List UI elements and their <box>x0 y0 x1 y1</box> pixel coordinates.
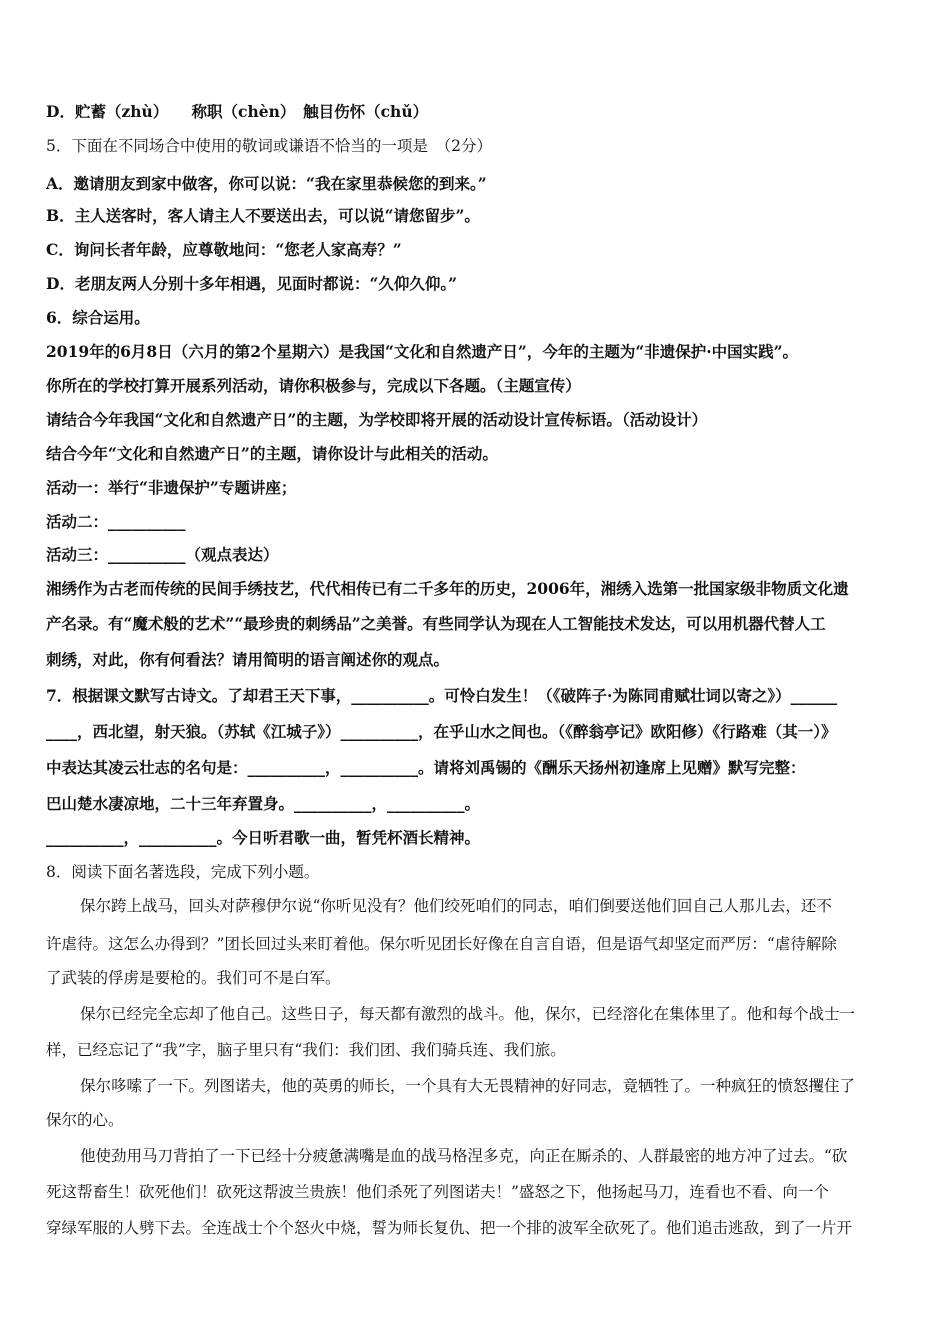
q5-option-b: B．主人送客时，客人请主人不要送出去，可以说“请您留步”。 <box>46 206 480 225</box>
q6-activity-2: 活动二：__________ <box>46 512 186 531</box>
q5-stem: 5．下面在不同场合中使用的敬词或谦语不恰当的一项是 （2分） <box>46 137 492 155</box>
q6-line: 2019年的6月8日（六月的第2个星期六）是我国“文化和自然遗产日”，今年的主题为“非遗保护·中国实践”。 <box>46 342 799 361</box>
q7-line: ____，西北望，射天狼。（苏轼《江城子》）__________，在乎山水之间也。（《醉翁亭记》欧阳修）《行路难（其一）》 <box>46 722 837 741</box>
passage-line: 死这帮畜生！砍死他们！砍死这帮波兰贵族！他们杀死了列图诺夫！”盛怒之下，他扬起马刀，连看也不看、向一个 <box>46 1183 829 1201</box>
q5-option-d: D．老朋友两人分别十多年相遇，见面时都说：“久仰久仰。” <box>46 274 458 293</box>
q6-line: 产名录。有“魔术般的艺术”“最珍贵的刺绣品”之美誉。有些同学认为现在人工智能技术发达，可以用机器代替人工 <box>46 614 826 633</box>
q7-line: 7．根据课文默写古诗文。了却君王天下事，__________。可怜白发生！（《破阵子·为陈同甫赋壮词以寄之》）______ <box>46 686 838 705</box>
q4-option-d: D．贮蓄（zhù） 称职（chèn） 触目伤怀（chǔ） <box>46 102 429 121</box>
passage-line: 保尔的心。 <box>46 1111 124 1129</box>
passage-line: 他使劲用马刀背拍了一下已经十分疲惫满嘴是血的战马格涅多克，向正在厮杀的、人群最密的地方冲了过去。“砍 <box>80 1147 848 1165</box>
q6-line: 湘绣作为古老而传统的民间手绣技艺，代代相传已有二千多年的历史，2006年，湘绣入选第一批国家级非物质文化遗 <box>46 579 849 598</box>
q6-line: 刺绣，对此，你有何看法？请用简明的语言阐述你的观点。 <box>46 650 450 669</box>
passage-line: 保尔跨上战马，回头对萨穆伊尔说“你听见没有？他们绞死咱们的同志，咱们倒要送他们回自己人那儿去，还不 <box>80 897 832 915</box>
q6-stem: 6．综合运用。 <box>46 308 150 327</box>
q7-line: __________，__________。今日听君歌一曲，暂凭杯酒长精神。 <box>46 828 481 847</box>
passage-line: 许虐待。这怎么办得到？”团长回过头来盯着他。保尔听见团长好像在自言自语，但是语气却坚定而严厉：“虐待解除 <box>46 935 837 953</box>
q6-line: 结合今年“文化和自然遗产日”的主题，请你设计与此相关的活动。 <box>46 444 498 463</box>
q6-activity-1: 活动一：举行“非遗保护”专题讲座； <box>46 478 297 497</box>
q5-option-c: C．询问长者年龄，应尊敬地问：“您老人家高寿？” <box>46 240 402 259</box>
passage-line: 样，已经忘记了“我”字，脑子里只有“我们：我们团、我们骑兵连、我们旅。 <box>46 1041 566 1059</box>
q6-line: 请结合今年我国“文化和自然遗产日”的主题，为学校即将开展的活动设计宣传标语。（活动设计） <box>46 410 708 429</box>
q8-stem: 8．阅读下面名著选段，完成下列小题。 <box>46 863 320 881</box>
q6-activity-3: 活动三：__________（观点表达） <box>46 545 279 564</box>
passage-line: 保尔哆嗦了一下。列图诺夫，他的英勇的师长，一个具有大无畏精神的好同志，竟牺牲了。一种疯狂的愤怒攫住了 <box>80 1077 856 1095</box>
passage-line: 保尔已经完全忘却了他自己。这些日子，每天都有激烈的战斗。他，保尔，已经溶化在集体里了。他和每个战士一 <box>80 1005 856 1023</box>
q7-line: 中表达其凌云壮志的名句是：__________，__________。请将刘禹锡的《酬乐天扬州初逢席上见赠》默写完整： <box>46 758 806 777</box>
q7-line: 巴山楚水凄凉地，二十三年弃置身。__________，__________。 <box>46 794 481 813</box>
q6-line: 你所在的学校打算开展系列活动，请你积极参与，完成以下各题。（主题宣传） <box>46 376 581 395</box>
passage-line: 了武装的俘虏是要枪的。我们可不是白军。 <box>46 969 341 987</box>
q5-option-a: A．邀请朋友到家中做客，你可以说：“我在家里恭候您的到来。” <box>46 174 487 193</box>
passage-line: 穿绿军服的人劈下去。全连战士个个怒火中烧，誓为师长复仇、把一个排的波军全砍死了。他们追击逃敌，到了一片开 <box>46 1219 853 1237</box>
